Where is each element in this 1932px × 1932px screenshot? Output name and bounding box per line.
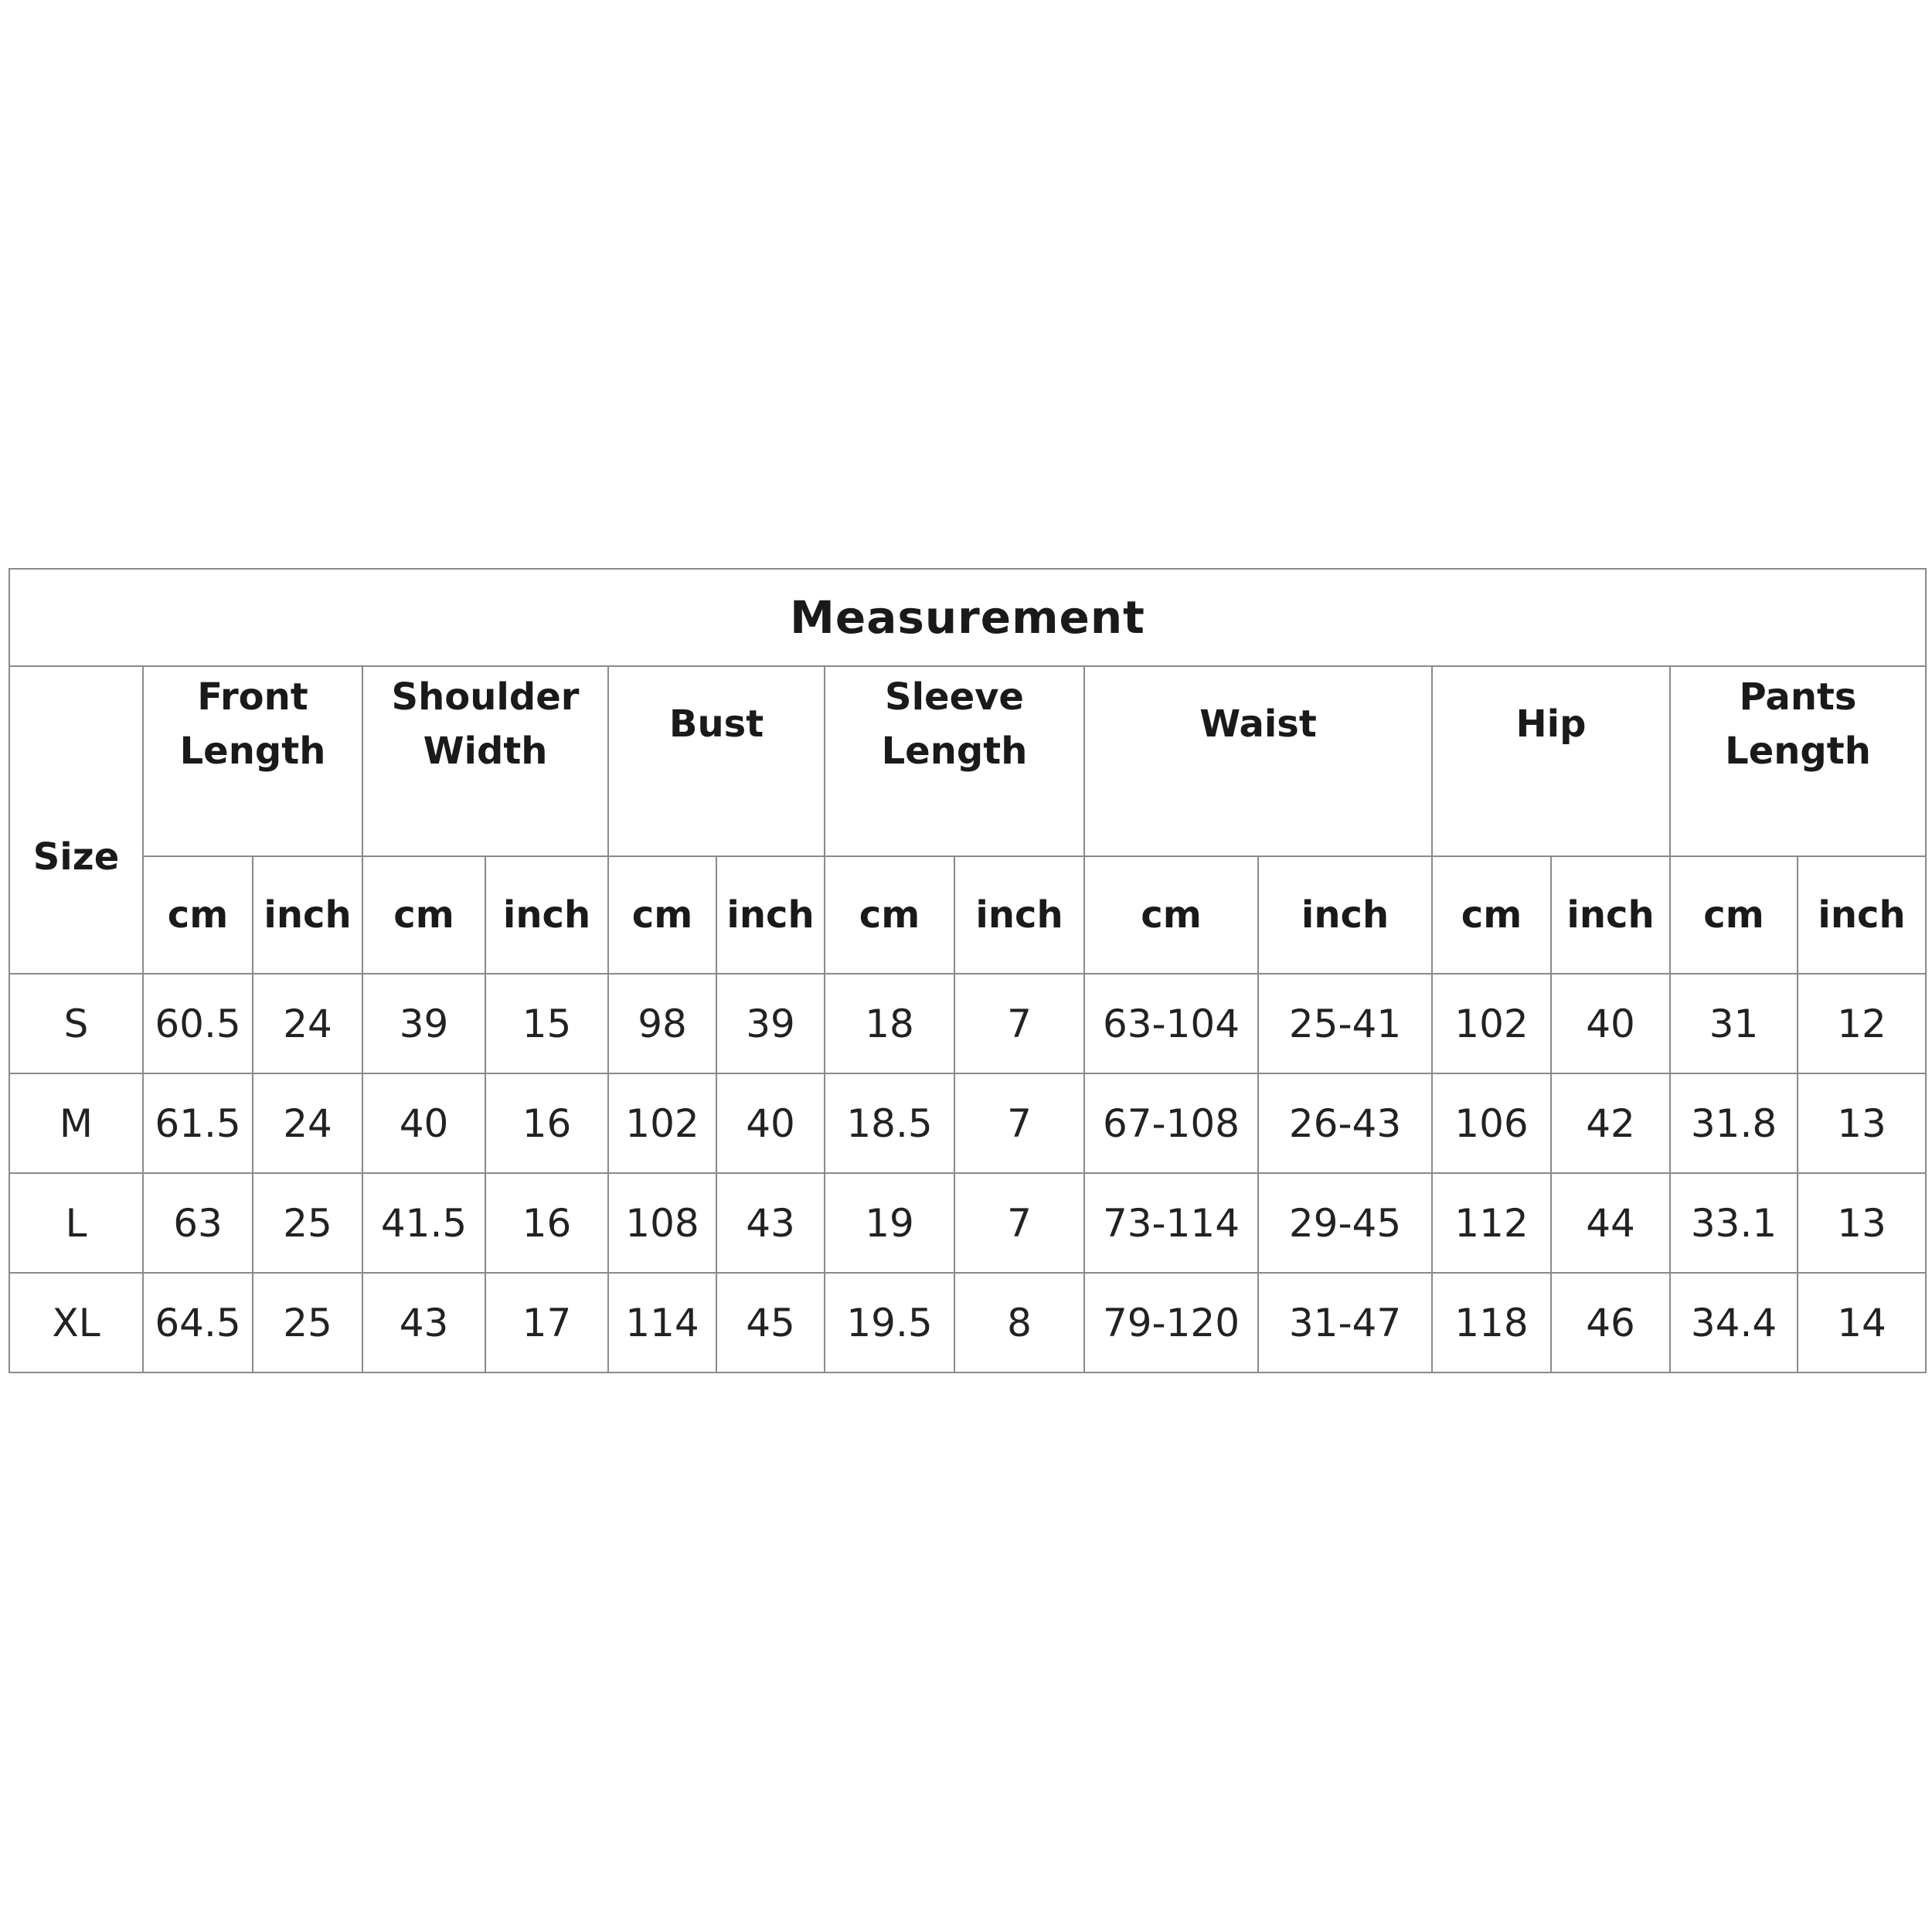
measurement-cell: 114	[608, 1273, 716, 1372]
header-line: Front	[197, 675, 308, 719]
size-cell: S	[9, 974, 143, 1073]
measurement-cell: 25-41	[1258, 974, 1432, 1073]
measurement-cell: 102	[1432, 974, 1551, 1073]
table-row	[9, 1173, 1926, 1273]
size-cell: L	[9, 1173, 143, 1273]
size-cell: M	[9, 1073, 143, 1173]
measurement-cell: 60.5	[143, 974, 253, 1073]
measurement-cell: 17	[485, 1273, 608, 1372]
title-row	[9, 569, 1926, 666]
measurement-cell: 118	[1432, 1273, 1551, 1372]
measurement-cell: 79-120	[1084, 1273, 1258, 1372]
measurement-cell: 43	[362, 1273, 485, 1372]
unit-header: inch	[485, 856, 608, 974]
measurement-cell: 34.4	[1670, 1273, 1798, 1372]
header-bust	[608, 666, 825, 856]
measurement-cell: 13	[1798, 1073, 1926, 1173]
measurement-cell: 98	[608, 974, 716, 1073]
table-row	[9, 974, 1926, 1073]
measurement-cell: 24	[253, 1073, 362, 1173]
unit-header: cm	[825, 856, 954, 974]
unit-header: inch	[253, 856, 362, 974]
measurement-cell: 26-43	[1258, 1073, 1432, 1173]
measurement-cell: 40	[362, 1073, 485, 1173]
measurement-cell: 25	[253, 1173, 362, 1273]
measurement-cell: 25	[253, 1273, 362, 1372]
measurement-cell: 8	[954, 1273, 1084, 1372]
measurement-cell: 15	[485, 974, 608, 1073]
header-line: Length	[881, 730, 1028, 773]
measurement-cell: 7	[954, 974, 1084, 1073]
header-line: Width	[423, 730, 548, 773]
measurement-cell: 16	[485, 1073, 608, 1173]
unit-header: cm	[608, 856, 716, 974]
unit-header: inch	[1551, 856, 1670, 974]
size-column-header	[9, 666, 143, 974]
header-shoulder-width	[362, 666, 608, 856]
measurement-cell: 31-47	[1258, 1273, 1432, 1372]
unit-header: cm	[1670, 856, 1798, 974]
measurement-cell: 63-104	[1084, 974, 1258, 1073]
unit-header: inch	[1798, 856, 1926, 974]
size-header-label: Size	[32, 835, 120, 879]
measurement-cell: 40	[1551, 974, 1670, 1073]
measurement-cell: 29-45	[1258, 1173, 1432, 1273]
measurement-cell: 19.5	[825, 1273, 954, 1372]
measurement-cell: 45	[716, 1273, 825, 1372]
header-line: Bust	[668, 702, 764, 746]
header-line: Sleeve	[885, 675, 1024, 719]
measurement-cell: 42	[1551, 1073, 1670, 1173]
measurement-cell: 12	[1798, 974, 1926, 1073]
header-sleeve-length	[825, 666, 1084, 856]
measurement-cell: 19	[825, 1173, 954, 1273]
unit-header: inch	[954, 856, 1084, 974]
table-title: Measurement	[9, 569, 1926, 666]
measurement-cell: 67-108	[1084, 1073, 1258, 1173]
table-row	[9, 1073, 1926, 1173]
unit-header-row	[9, 856, 1926, 974]
header-line: Pants	[1739, 675, 1857, 719]
unit-header: cm	[1432, 856, 1551, 974]
measurement-cell: 106	[1432, 1073, 1551, 1173]
table-row	[9, 1273, 1926, 1372]
measurement-cell: 41.5	[362, 1173, 485, 1273]
measurement-cell: 18	[825, 974, 954, 1073]
header-line: Length	[1725, 730, 1871, 773]
group-header-row	[9, 666, 1926, 856]
header-pants-length	[1670, 666, 1926, 856]
header-waist	[1084, 666, 1432, 856]
measurement-cell: 7	[954, 1073, 1084, 1173]
measurement-cell: 40	[716, 1073, 825, 1173]
measurement-cell: 46	[1551, 1273, 1670, 1372]
measurement-cell: 33.1	[1670, 1173, 1798, 1273]
measurement-cell: 112	[1432, 1173, 1551, 1273]
header-line: Length	[179, 730, 326, 773]
measurement-cell: 108	[608, 1173, 716, 1273]
size-chart-table	[9, 568, 1927, 1373]
measurement-cell: 73-114	[1084, 1173, 1258, 1273]
measurement-cell: 63	[143, 1173, 253, 1273]
measurement-cell: 61.5	[143, 1073, 253, 1173]
measurement-cell: 13	[1798, 1173, 1926, 1273]
measurement-cell: 14	[1798, 1273, 1926, 1372]
measurement-cell: 43	[716, 1173, 825, 1273]
unit-header: inch	[716, 856, 825, 974]
measurement-cell: 39	[362, 974, 485, 1073]
header-line: Waist	[1199, 702, 1317, 746]
measurement-cell: 16	[485, 1173, 608, 1273]
size-cell: XL	[9, 1273, 143, 1372]
measurement-cell: 18.5	[825, 1073, 954, 1173]
measurement-cell: 102	[608, 1073, 716, 1173]
unit-header: cm	[362, 856, 485, 974]
header-line: Shoulder	[391, 675, 580, 719]
measurement-cell: 64.5	[143, 1273, 253, 1372]
unit-header: cm	[143, 856, 253, 974]
measurement-cell: 44	[1551, 1173, 1670, 1273]
measurement-cell: 31	[1670, 974, 1798, 1073]
measurement-cell: 31.8	[1670, 1073, 1798, 1173]
measurement-cell: 7	[954, 1173, 1084, 1273]
header-line: Hip	[1515, 702, 1587, 746]
unit-header: inch	[1258, 856, 1432, 974]
header-front-length	[143, 666, 362, 856]
measurement-cell: 24	[253, 974, 362, 1073]
unit-header: cm	[1084, 856, 1258, 974]
header-hip	[1432, 666, 1670, 856]
measurement-cell: 39	[716, 974, 825, 1073]
